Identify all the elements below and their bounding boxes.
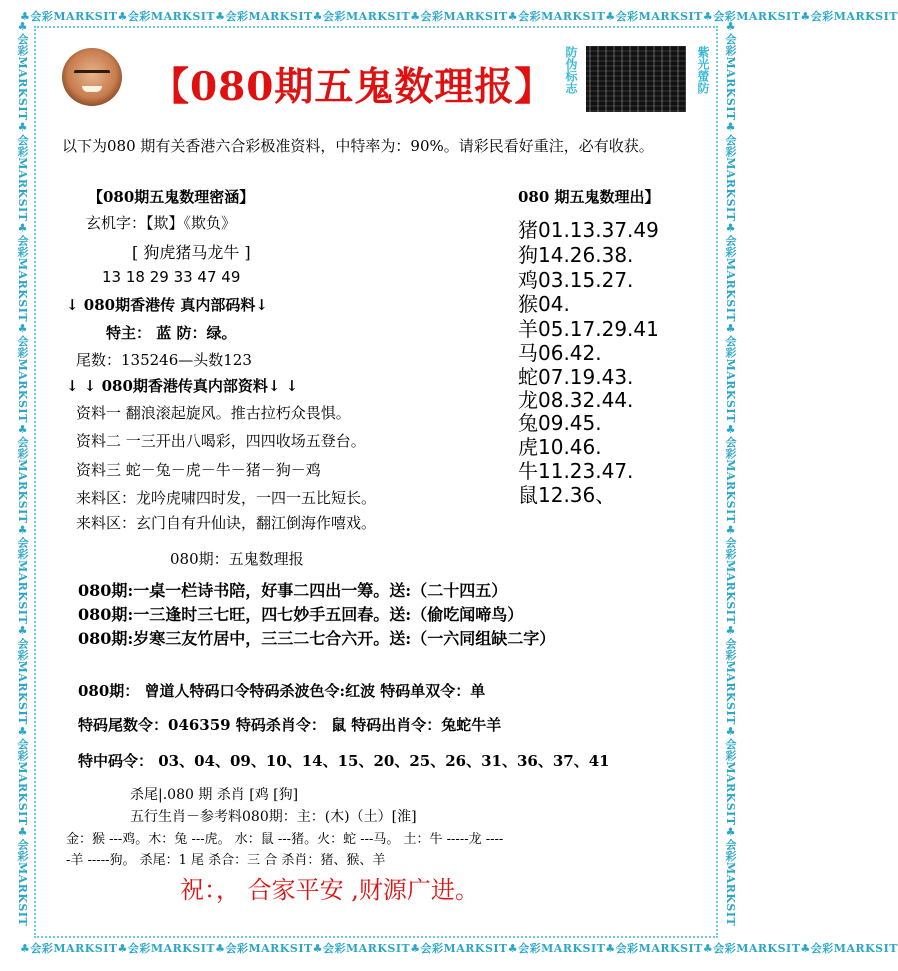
- hk-code-heading: ↓ 080期香港传 真内部码料↓: [66, 296, 268, 314]
- secret-heading: 【080期五鬼数理密涵】: [88, 188, 255, 206]
- watermark-top: ♣会彩MARKSIT♣会彩MARKSIT♣会彩MARKSIT♣会彩MARKSIT♣会彩MARKSIT♣会彩MARKSIT♣会彩MARKSIT♣会彩MARKSIT♣会彩MARKSIT: [20, 10, 898, 23]
- tip-line-tail: 特码尾数令：046359 特码杀肖令： 鼠 特码出肖令：兔蛇牛羊: [78, 716, 502, 734]
- data-two: 资料二 一三开出八喝彩，四四收场五登台。: [76, 432, 366, 450]
- data-one: 资料一 翻浪滚起旋风。推古拉朽众畏惧。: [76, 404, 351, 422]
- page-title: 【080期五鬼数理报】: [150, 64, 555, 110]
- data-three: 资料三 蛇－兔－虎－牛－猪－狗－鸡: [76, 461, 321, 479]
- glasses-shape: [74, 70, 110, 81]
- result-heading: 080 期五鬼数理出】: [518, 188, 660, 206]
- source-two: 来料区：玄门自有升仙诀，翻江倒海作嘻戏。: [76, 514, 377, 532]
- number-list: 13 18 29 33 47 49: [102, 268, 241, 286]
- qr-code: [586, 46, 686, 112]
- result-line: 马06.42.: [518, 341, 602, 365]
- watermark-bottom: ♣会彩MARKSIT♣会彩MARKSIT♣会彩MARKSIT♣会彩MARKSIT♣会彩MARKSIT♣会彩MARKSIT♣会彩MARKSIT♣会彩MARKSIT♣会彩MARKSIT: [20, 942, 898, 955]
- avatar: [62, 48, 122, 106]
- elements-detail-line-2: -羊 -----狗。 杀尾：1 尾 杀合：三 合 杀肖：猪、猴、羊: [66, 853, 386, 868]
- report-heading: 080期：五鬼数理报: [170, 550, 304, 568]
- elements-detail-line: 金：猴 ---鸡。木：兔 ---虎。 水：鼠 ---猪。火：蛇 ---马。 土：牛 -----龙 ----: [66, 832, 504, 847]
- special-main: 特主： 蓝 防：绿。: [106, 324, 237, 342]
- report-line: 080期:一桌一栏诗书陪，好事二四出一筹。送:（二十四五）: [78, 581, 508, 600]
- result-line: 兔09.45.: [518, 411, 602, 435]
- watermark-left: ♣会彩MARKSIT♣会彩MARKSIT♣会彩MARKSIT♣会彩MARKSIT♣会彩MARKSIT♣会彩MARKSIT♣会彩MARKSIT♣会彩MARKSIT♣会彩MARKSIT: [16, 20, 29, 927]
- hk-data-heading: ↓ ↓ 080期香港传真内部资料↓ ↓: [66, 377, 299, 395]
- watermark-right: ♣会彩MARKSIT♣会彩MARKSIT♣会彩MARKSIT♣会彩MARKSIT♣会彩MARKSIT♣会彩MARKSIT♣会彩MARKSIT♣会彩MARKSIT♣会彩MARKSIT: [724, 20, 737, 927]
- result-line: 猴04.: [518, 292, 570, 316]
- result-line: 鼠12.36、: [518, 483, 616, 507]
- intro-text: 以下为080 期有关香港六合彩极准资料，中特率为：90%。请彩民看好重注，必有收获。: [62, 137, 654, 155]
- anti-fake-stamp-left: 防伪标志: [564, 46, 578, 94]
- result-line: 牛11.23.47.: [518, 459, 634, 483]
- mystery-word: 玄机字：【欺】《欺负》: [86, 214, 237, 232]
- kill-tail-line: 杀尾|.080 期 杀肖 [鸡 [狗]: [130, 787, 299, 803]
- anti-fake-stamp-right: 紫光螢防: [696, 46, 710, 94]
- report-line: 080期:岁寒三友竹居中，三三二七合六开。送:（一六同组缺二字）: [78, 629, 556, 648]
- result-line: 狗14.26.38.: [518, 243, 634, 267]
- result-line: 鸡03.15.27.: [518, 268, 634, 292]
- source-one: 来料区：龙吟虎啸四时发，一四一五比短长。: [76, 489, 377, 507]
- tip-line-color: 080期： 曾道人特码口令特码杀波色令:红波 特码单双令：单: [78, 682, 486, 700]
- mouth-shape: [82, 86, 102, 92]
- result-line: 羊05.17.29.41: [518, 317, 659, 341]
- result-line: 猪01.13.37.49: [518, 218, 659, 242]
- tip-line-numbers: 特中码令： 03、04、09、10、14、15、20、25、26、31、36、37、41: [78, 752, 610, 770]
- animal-list: [ 狗虎猪马龙牛 ]: [132, 243, 251, 262]
- result-line: 蛇07.19.43.: [518, 365, 634, 389]
- result-line: 虎10.46.: [518, 435, 602, 459]
- result-line: 龙08.32.44.: [518, 388, 634, 412]
- five-elements-line: 五行生肖－参考料080期：主：(木)（土）[淮]: [130, 809, 417, 825]
- report-line: 080期:一三逢时三七旺，四七妙手五回春。送:（偷吃闻啼鸟）: [78, 605, 524, 624]
- blessing-footer: 祝：， 合家平安 ,财源广进。: [180, 876, 479, 904]
- tail-numbers: 尾数：135246—头数123: [76, 351, 252, 369]
